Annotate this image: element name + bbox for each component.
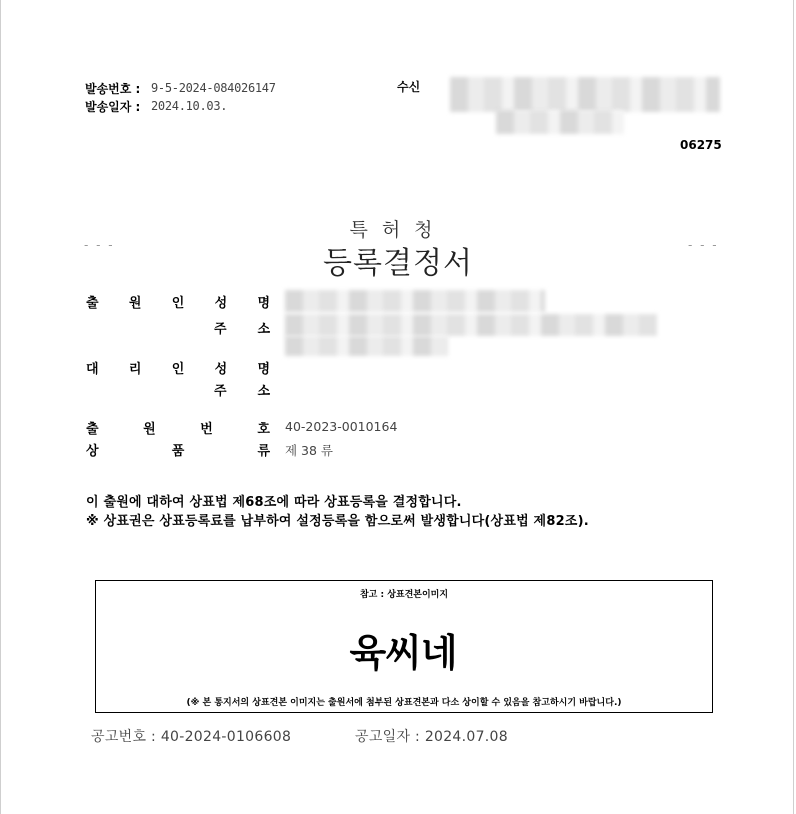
goods-class-label: 상 품 류	[86, 444, 270, 459]
decision-statement: 이 출원에 대하여 상표법 제68조에 따라 상표등록을 결정합니다.	[86, 495, 462, 510]
send-date-value: 2024.10.03.	[151, 99, 228, 113]
applicant-address-redacted	[285, 314, 657, 336]
send-number-value: 9-5-2024-084026147	[151, 81, 276, 95]
goods-class-value: 제 38 류	[285, 443, 334, 458]
publication-number: 공고번호 : 40-2024-0106608	[91, 729, 292, 745]
postal-code: 06275	[680, 138, 722, 152]
trademark-caption: 참고 : 상표견본이미지	[359, 590, 449, 600]
title-right-dashes: - - -	[688, 238, 719, 252]
document-title: 등록결정서	[323, 246, 473, 281]
agent-address-label: 주 소	[214, 384, 270, 399]
publication-date: 공고일자 : 2024.07.08	[355, 729, 508, 745]
applicant-address-label: 주 소	[214, 322, 270, 337]
agency-name: 특허청	[349, 219, 447, 241]
title-left-dashes: - - -	[84, 238, 115, 252]
recipient-redacted-2	[496, 110, 624, 134]
send-date-label: 발송일자 :	[85, 100, 141, 114]
agent-name-label: 대 리 인 성 명	[86, 362, 270, 377]
page-left-edge	[0, 0, 1, 814]
recipient-redacted	[450, 77, 720, 112]
application-number-value: 40-2023-0010164	[285, 419, 398, 434]
applicant-address-redacted-2	[285, 336, 448, 356]
trademark-disclaimer: (※ 본 통지서의 상표견본 이미지는 출원서에 첨부된 상표견본과 다소 상이할 수 있음을 참고하시기 바랍니다.)	[186, 698, 622, 708]
applicant-name-redacted	[285, 290, 545, 312]
application-number-label: 출 원 번 호	[86, 422, 270, 437]
trademark-mark: 육씨네	[349, 631, 457, 675]
recipient-label: 수신	[397, 80, 421, 94]
send-number-label: 발송번호 :	[85, 82, 141, 96]
applicant-name-label: 출 원 인 성 명	[86, 296, 270, 311]
registration-note: ※ 상표권은 상표등록료를 납부하여 설정등록을 함으로써 발생합니다(상표법 제82조).	[86, 514, 589, 529]
page-right-edge	[793, 0, 794, 814]
